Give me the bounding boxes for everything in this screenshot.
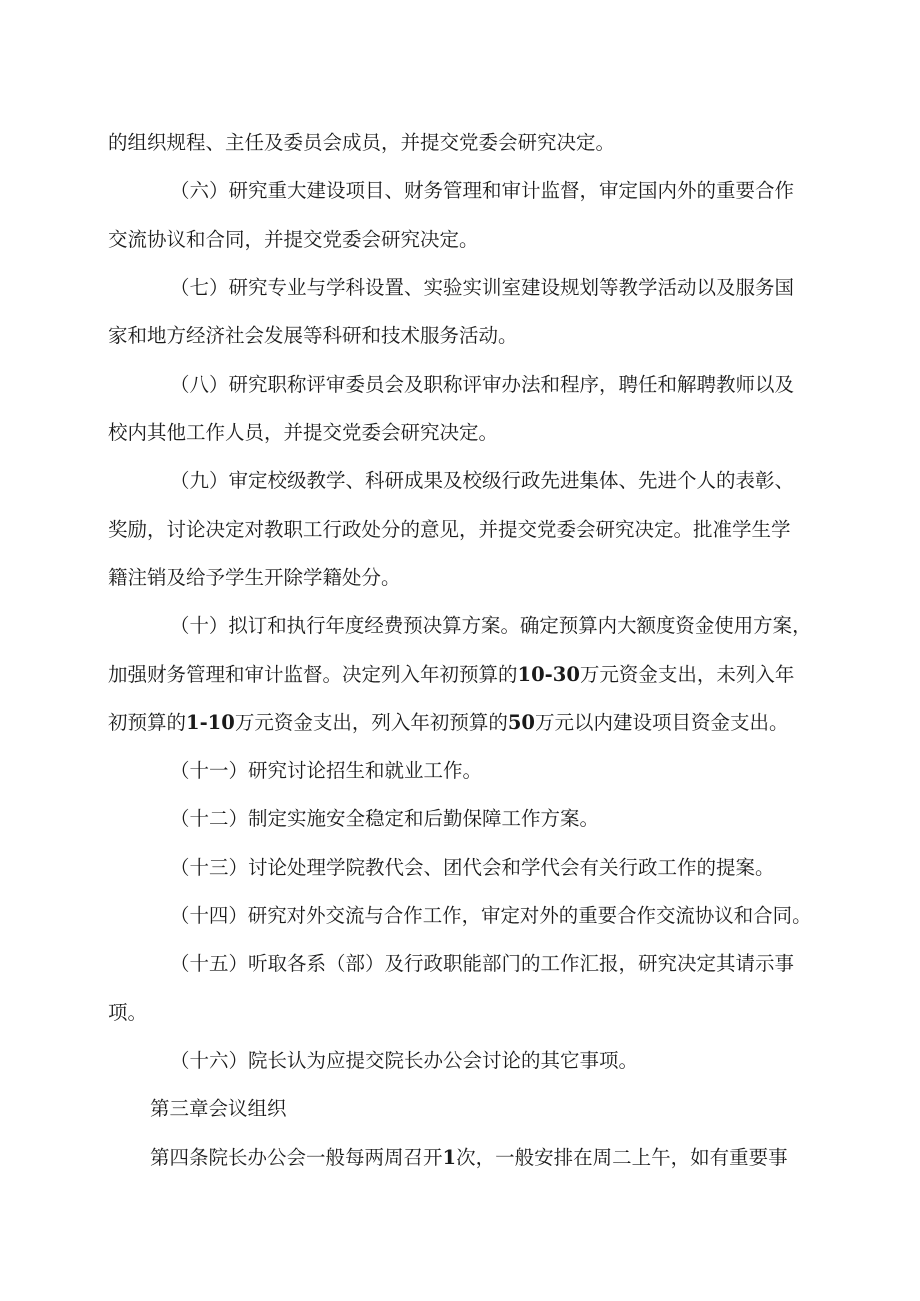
text-run: 第四条院长办公会一般每两周召开 bbox=[150, 1146, 443, 1169]
paragraph-line: 校内其他工作人员，并提交党委会研究决定。 bbox=[108, 421, 499, 444]
bold-number: 50 bbox=[507, 711, 535, 734]
text-run: 初预算的 bbox=[108, 711, 187, 734]
text-run: 万元以内建设项目资金支出。 bbox=[534, 711, 789, 734]
bold-number: 1-10 bbox=[186, 711, 235, 734]
bold-number: 10-30 bbox=[517, 663, 580, 686]
paragraph-line bbox=[108, 663, 794, 687]
paragraph-line: 家和地方经济社会发展等科研和技术服务活动。 bbox=[108, 324, 518, 347]
paragraph-line: （七）研究专业与学科设置、实验实训室建设规划等教学活动以及服务国 bbox=[170, 276, 795, 299]
paragraph-line: 交流协议和合同，并提交党委会研究决定。 bbox=[108, 228, 479, 251]
text-run: 次，一般安排在周二上午，如有重要事 bbox=[456, 1146, 788, 1169]
paragraph-line bbox=[108, 711, 789, 735]
chapter-heading: 第三章会议组织 bbox=[150, 1097, 287, 1120]
paragraph-line: （十）拟订和执行年度经费预决算方案。确定预算内大额度资金使用方案， bbox=[170, 614, 812, 637]
paragraph-line: （九）审定校级教学、科研成果及校级行政先进集体、先进个人的表彰、 bbox=[170, 469, 795, 492]
paragraph-line: 奖励，讨论决定对教职工行政处分的意见，并提交党委会研究决定。批准学生学 bbox=[108, 518, 791, 541]
paragraph-line: （十二）制定实施安全稳定和后勤保障工作方案。 bbox=[170, 807, 600, 830]
paragraph-line: 籍注销及给予学生开除学籍处分。 bbox=[108, 566, 401, 589]
paragraph-line: （六）研究重大建设项目、财务管理和审计监督，审定国内外的重要合作 bbox=[170, 179, 795, 202]
paragraph-line: （十五）听取各系（部）及行政职能部门的工作汇报，研究决定其请示事 bbox=[170, 952, 795, 975]
bold-number: 1 bbox=[442, 1146, 457, 1169]
paragraph-line: （八）研究职称评审委员会及职称评审办法和程序，聘任和解聘教师以及 bbox=[170, 373, 795, 396]
text-run: 万元资金支出，列入年初预算的 bbox=[234, 711, 508, 734]
text-run: 加强财务管理和审计监督。决定列入年初预算的 bbox=[108, 663, 518, 686]
paragraph-line: 的组织规程、主任及委员会成员，并提交党委会研究决定。 bbox=[108, 131, 616, 154]
paragraph-line: （十三）讨论处理学院教代会、团代会和学代会有关行政工作的提案。 bbox=[170, 856, 775, 879]
paragraph-line: （十六）院长认为应提交院长办公会讨论的其它事项。 bbox=[170, 1049, 639, 1072]
paragraph-line: 项。 bbox=[108, 1001, 148, 1024]
paragraph-line bbox=[150, 1146, 788, 1170]
text-run: 万元资金支出，未列入年 bbox=[579, 663, 795, 686]
paragraph-line: （十四）研究对外交流与合作工作，审定对外的重要合作交流协议和合同。 bbox=[170, 904, 812, 927]
paragraph-line: （十一）研究讨论招生和就业工作。 bbox=[170, 759, 483, 782]
